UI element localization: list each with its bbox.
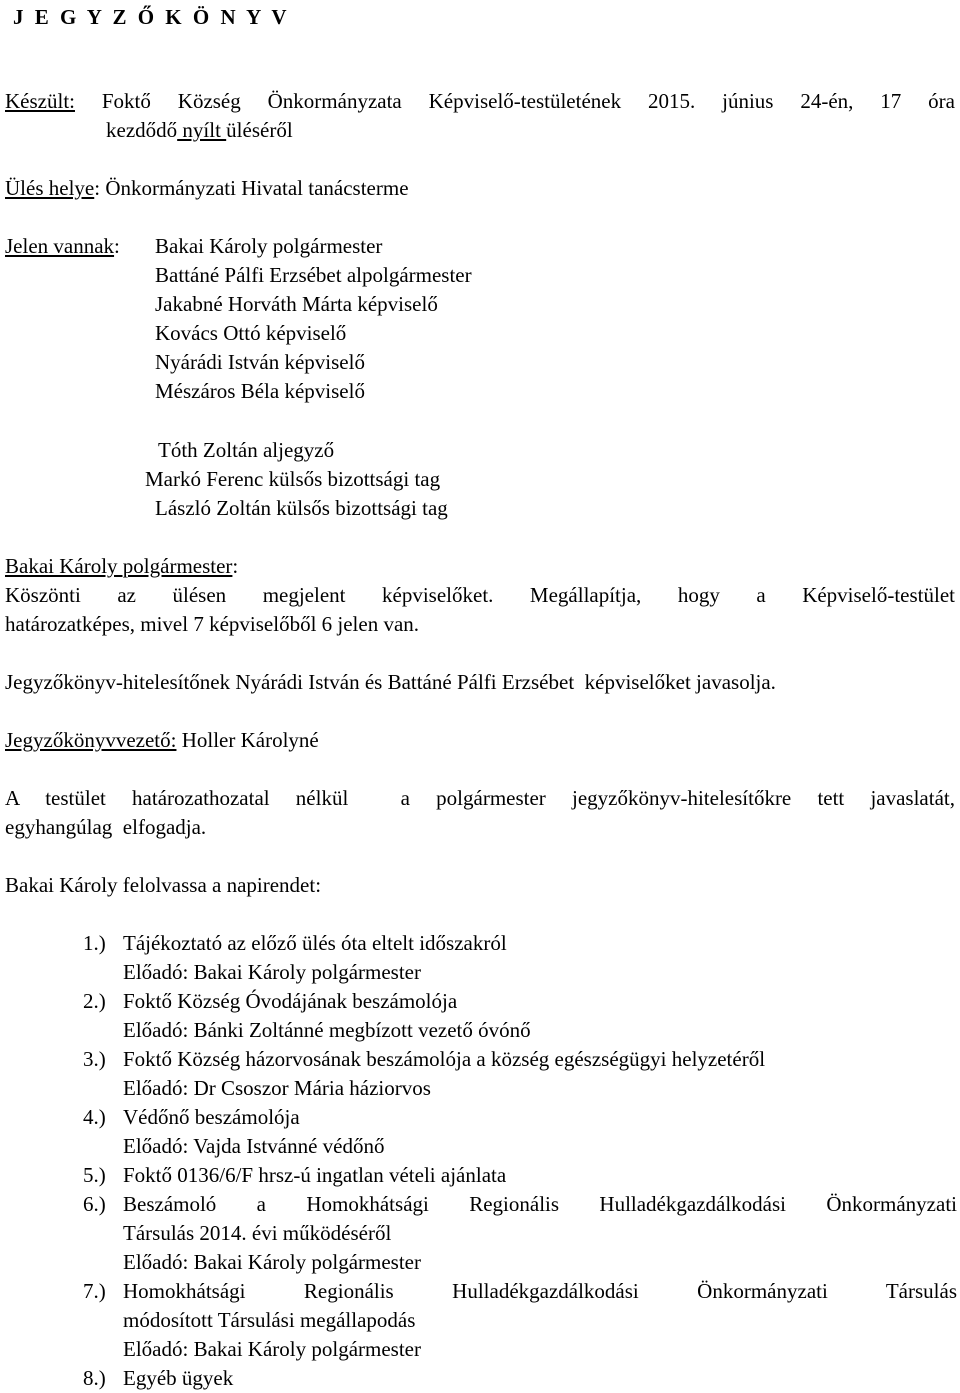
keszult-label: Készült: bbox=[5, 89, 75, 113]
jegyzokonyvvezeto bbox=[5, 726, 955, 755]
ules-helye bbox=[5, 174, 955, 203]
speaker-heading: Bakai Károly polgármester: bbox=[5, 554, 239, 578]
jelen-label: Jelen vannak bbox=[5, 234, 115, 258]
jelen-label-row: Jelen vannak: bbox=[5, 234, 120, 258]
agenda-number: 2.) bbox=[83, 989, 106, 1013]
paragraph-1-line2: határozatképes, mivel 7 képviselőből 6 jelen van. bbox=[5, 612, 420, 636]
agenda-line: Előadó: Bakai Károly polgármester bbox=[123, 1250, 421, 1274]
agenda-line: Előadó: Bakai Károly polgármester bbox=[123, 960, 421, 984]
agenda-line: Egyéb ügyek bbox=[123, 1366, 234, 1390]
member-item: Jakabné Horváth Márta képviselő bbox=[155, 292, 438, 316]
jkv-value: Holler Károlyné bbox=[176, 728, 319, 752]
agenda-line: Társulás 2014. évi működéséről bbox=[123, 1221, 392, 1245]
agenda-item bbox=[83, 929, 957, 987]
agenda-line: Foktő Község házorvosának beszámolója a község egészségügyi helyzetéről bbox=[123, 1047, 766, 1071]
keszult-text: Foktő Község Önkormányzata Képviselő-testületének 2015. június 24-én, 17 óra bbox=[101, 89, 955, 113]
agenda-number: 8.) bbox=[83, 1366, 106, 1390]
agenda-line: Homokhátsági Regionális Hulladékgazdálkodási Önkormányzati Társulás bbox=[123, 1279, 957, 1303]
agenda-number: 4.) bbox=[83, 1105, 106, 1129]
agenda-line: Tájékoztató az előző ülés óta eltelt időszakról bbox=[123, 931, 507, 955]
agenda-number: 7.) bbox=[83, 1279, 106, 1303]
agenda-line: Foktő 0136/6/F hrsz-ú ingatlan vételi ajánlata bbox=[123, 1163, 507, 1187]
speaker-name: Bakai Károly polgármester bbox=[5, 554, 233, 578]
agenda-line: módosított Társulási megállapodás bbox=[123, 1308, 416, 1332]
helye-value: : Önkormányzati Hivatal tanácsterme bbox=[94, 176, 409, 200]
agenda-item bbox=[83, 1045, 957, 1103]
agenda-number: 3.) bbox=[83, 1047, 106, 1071]
paragraph-3-line2: egyhangúlag elfogadja. bbox=[5, 815, 207, 839]
agenda-item bbox=[83, 987, 957, 1045]
paragraph-2: Jegyzőkönyv-hitelesítőnek Nyárádi István és Battáné Pálfi Erzsébet képviselőket javasolja. bbox=[5, 670, 776, 694]
keszult-line1 bbox=[5, 87, 955, 116]
agenda-number: 5.) bbox=[83, 1163, 106, 1187]
document-title: J E G Y Z Ő K Ö N Y V bbox=[13, 5, 290, 29]
agenda-line: Előadó: Dr Csoszor Mária háziorvos bbox=[123, 1076, 431, 1100]
member-item: Battáné Pálfi Erzsébet alpolgármester bbox=[155, 263, 472, 287]
agenda-line: Előadó: Bakai Károly polgármester bbox=[123, 1337, 421, 1361]
agenda-item bbox=[83, 1364, 957, 1393]
agenda-line: Védőnő beszámolója bbox=[123, 1105, 300, 1129]
agenda-item bbox=[83, 1161, 957, 1190]
guest-item: Markó Ferenc külsős bizottsági tag bbox=[145, 467, 441, 491]
keszult-line2: kezdődő nyílt üléséről bbox=[106, 118, 293, 142]
agenda-item bbox=[83, 1277, 957, 1364]
agenda-item bbox=[83, 1103, 957, 1161]
member-item: Kovács Ottó képviselő bbox=[155, 321, 347, 345]
agenda-line: Foktő Község Óvodájának beszámolója bbox=[123, 989, 458, 1013]
jkv-label: Jegyzőkönyvvezető: bbox=[5, 728, 177, 752]
guest-item: Tóth Zoltán aljegyző bbox=[158, 438, 335, 462]
agenda-number: 6.) bbox=[83, 1192, 106, 1216]
paragraph-1-line1: Köszönti az ülésen megjelent képviselőket. Megállapítja, hogy a Képviselő-testület bbox=[5, 583, 955, 607]
member-item: Nyárádi István képviselő bbox=[155, 350, 365, 374]
agenda-line: Előadó: Bánki Zoltánné megbízott vezető óvónő bbox=[123, 1018, 531, 1042]
agenda-list bbox=[83, 929, 957, 1393]
member-item: Bakai Károly polgármester bbox=[155, 234, 383, 258]
members-list bbox=[155, 232, 472, 406]
paragraph-3-line1: A testület határozathozatal nélkül a polgármester jegyzőkönyv-hitelesítőkre tett javaslatát, bbox=[5, 786, 955, 810]
paragraph-4: Bakai Károly felolvassa a napirendet: bbox=[5, 873, 322, 897]
member-item: Mészáros Béla képviselő bbox=[155, 379, 365, 403]
guest-item: László Zoltán külsős bizottsági tag bbox=[155, 496, 448, 520]
agenda-number: 1.) bbox=[83, 931, 106, 955]
agenda-line: Beszámoló a Homokhátsági Regionális Hulladékgazdálkodási Önkormányzati bbox=[123, 1192, 957, 1216]
agenda-item bbox=[83, 1190, 957, 1277]
helye-label: Ülés helye bbox=[5, 176, 95, 200]
agenda-line: Előadó: Vajda Istvánné védőnő bbox=[123, 1134, 385, 1158]
nyilt-underlined: nyílt bbox=[177, 118, 227, 142]
